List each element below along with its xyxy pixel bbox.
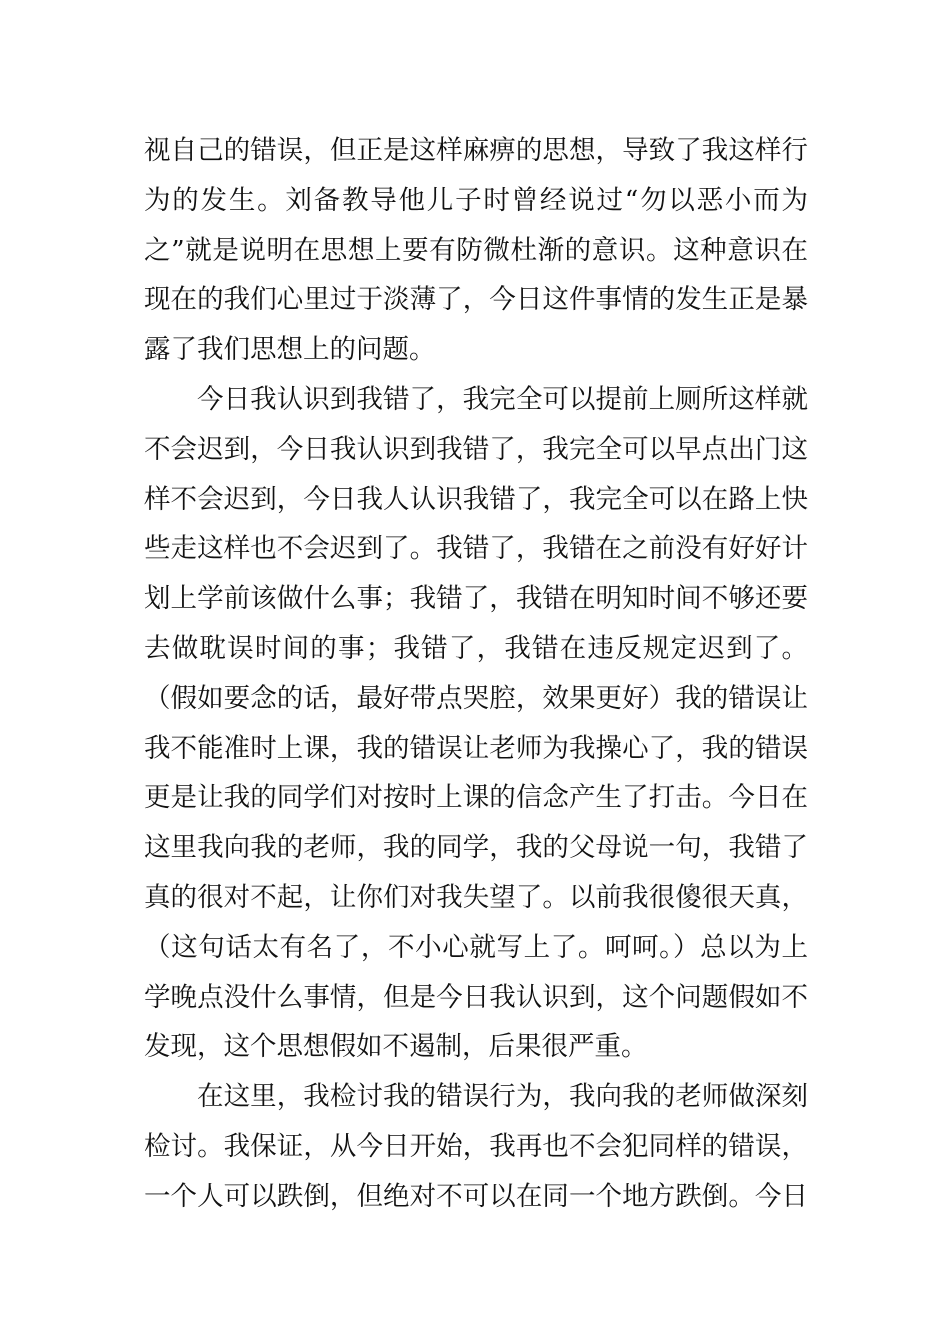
text-line: （假如要念的话，最好带点哭腔，效果更好）我的错误让 <box>144 682 808 714</box>
text-line: 今日我认识到我错了，我完全可以提前上厕所这样就 <box>197 383 808 415</box>
text-line: 露了我们思想上的问题。 <box>144 334 436 366</box>
text-line: 视自己的错误，但正是这样麻痹的思想，导致了我这样行 <box>144 135 808 166</box>
text-line: 在这里，我检讨我的错误行为，我向我的老师做深刻 <box>197 1081 808 1113</box>
text-line: 去做耽误时间的事；我错了，我错在违反规定迟到了。 <box>144 632 808 664</box>
text-line: 现在的我们心里过于淡薄了，今日这件事情的发生正是暴 <box>144 284 808 316</box>
text-line: 些走这样也不会迟到了。我错了，我错在之前没有好好计 <box>144 533 808 565</box>
text-line: （这句话太有名了，不小心就写上了。呵呵。）总以为上 <box>144 931 808 963</box>
paragraph <box>144 1072 808 1221</box>
text-line: 一个人可以跌倒，但绝对不可以在同一个地方跌倒。今日 <box>144 1180 808 1212</box>
paragraph <box>144 375 808 1072</box>
paragraph <box>144 126 808 375</box>
text-line: 划上学前该做什么事；我错了，我错在明知时间不够还要 <box>144 583 808 615</box>
text-line: 我不能准时上课，我的错误让老师为我操心了，我的错误 <box>144 732 808 764</box>
text-line: 样不会迟到，今日我人认识我错了，我完全可以在路上快 <box>144 483 808 515</box>
text-line: 不会迟到，今日我认识到我错了，我完全可以早点出门这 <box>144 433 808 465</box>
text-line: 之”就是说明在思想上要有防微杜渐的意识。这种意识在 <box>144 234 808 266</box>
text-line: 学晚点没什么事情，但是今日我认识到，这个问题假如不 <box>144 981 808 1013</box>
text-line: 检讨。我保证，从今日开始，我再也不会犯同样的错误， <box>144 1130 808 1162</box>
text-line: 发现，这个思想假如不遏制，后果很严重。 <box>144 1031 648 1063</box>
text-line: 为的发生。刘备教导他儿子时曾经说过“勿以恶小而为 <box>144 184 808 216</box>
document-body <box>144 126 808 1222</box>
text-line: 真的很对不起，让你们对我失望了。以前我很傻很天真， <box>144 881 808 913</box>
text-line: 这里我向我的老师，我的同学，我的父母说一句，我错了 <box>144 832 808 864</box>
text-line: 更是让我的同学们对按时上课的信念产生了打击。今日在 <box>144 782 808 814</box>
